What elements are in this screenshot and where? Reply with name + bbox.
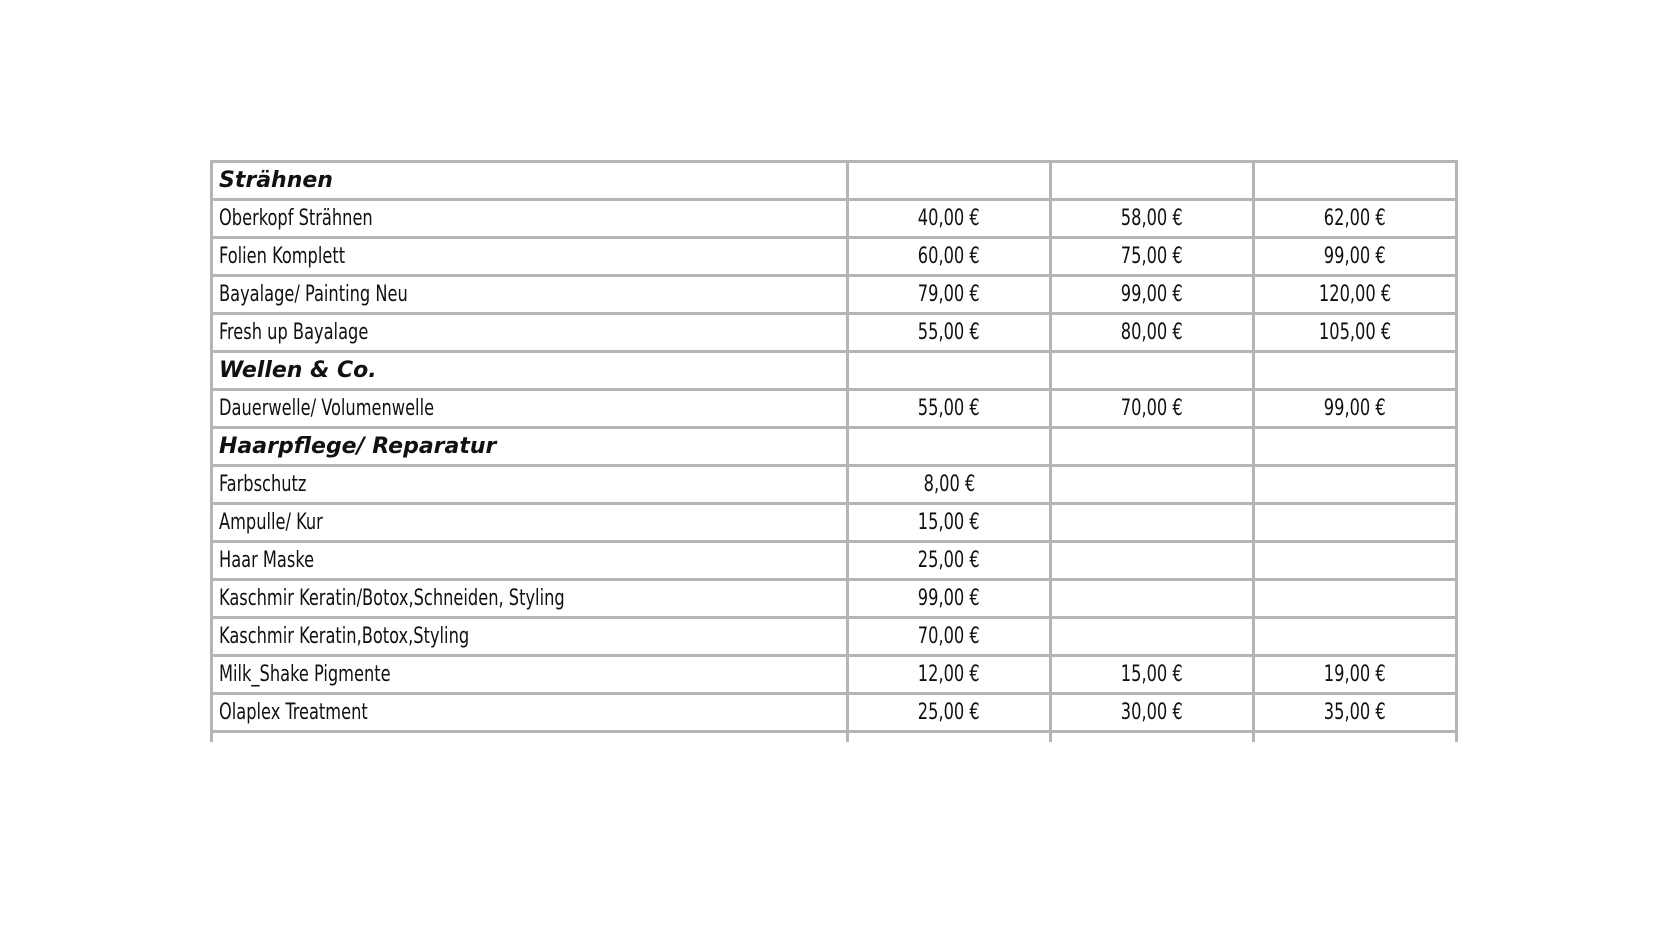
price-cell-1: 40,00 €	[848, 200, 1051, 238]
price-cell-3: 19,00 €	[1254, 656, 1457, 694]
service-name: Milk_Shake Pigmente	[212, 656, 848, 694]
section-row	[212, 352, 1457, 390]
price-cell-2: 30,00 €	[1051, 694, 1254, 732]
price-cell-2	[1051, 504, 1254, 542]
price-cell-1: 25,00 €	[848, 542, 1051, 580]
price-cell-2	[1051, 162, 1254, 200]
price-cell-1: 15,00 €	[848, 504, 1051, 542]
table-row	[212, 618, 1457, 656]
price-cell-1	[848, 352, 1051, 390]
price-cell-3	[1254, 542, 1457, 580]
price-cell-3: 120,00 €	[1254, 276, 1457, 314]
price-table-body	[212, 162, 1457, 742]
section-title: Haarpflege/ Reparatur	[212, 428, 848, 466]
price-cell-3	[1254, 428, 1457, 466]
table-row	[212, 580, 1457, 618]
table-row	[212, 694, 1457, 732]
price-table	[210, 160, 1458, 742]
price-cell-1	[848, 162, 1051, 200]
price-cell-2: 99,00 €	[1051, 276, 1254, 314]
table-row	[212, 314, 1457, 352]
price-cell-3: 62,00 €	[1254, 200, 1457, 238]
service-name: Haar Maske	[212, 542, 848, 580]
service-name: Ampulle/ Kur	[212, 504, 848, 542]
price-cell-3: 99,00 €	[1254, 238, 1457, 276]
price-cell-2	[1051, 428, 1254, 466]
price-cell-1: 55,00 €	[848, 314, 1051, 352]
price-cell-2	[1051, 466, 1254, 504]
service-name: Farbschutz	[212, 466, 848, 504]
price-cell-3: 105,00 €	[1254, 314, 1457, 352]
empty-cell	[848, 732, 1051, 742]
service-name: Dauerwelle/ Volumenwelle	[212, 390, 848, 428]
price-cell-2	[1051, 618, 1254, 656]
service-name: Folien Komplett	[212, 238, 848, 276]
table-row	[212, 390, 1457, 428]
service-name: Fresh up Bayalage	[212, 314, 848, 352]
price-cell-3	[1254, 504, 1457, 542]
price-cell-3: 35,00 €	[1254, 694, 1457, 732]
service-name: Kaschmir Keratin,Botox,Styling	[212, 618, 848, 656]
empty-cell	[212, 732, 848, 742]
price-cell-3: 99,00 €	[1254, 390, 1457, 428]
price-cell-1: 8,00 €	[848, 466, 1051, 504]
price-cell-2: 58,00 €	[1051, 200, 1254, 238]
price-cell-2: 80,00 €	[1051, 314, 1254, 352]
price-cell-3	[1254, 352, 1457, 390]
table-continuation-row	[212, 732, 1457, 742]
table-row	[212, 656, 1457, 694]
price-cell-3	[1254, 618, 1457, 656]
table-row	[212, 466, 1457, 504]
table-row	[212, 542, 1457, 580]
price-cell-3	[1254, 466, 1457, 504]
price-cell-2: 75,00 €	[1051, 238, 1254, 276]
price-cell-1: 79,00 €	[848, 276, 1051, 314]
price-cell-1: 70,00 €	[848, 618, 1051, 656]
price-cell-3	[1254, 162, 1457, 200]
section-row	[212, 428, 1457, 466]
section-title: Strähnen	[212, 162, 848, 200]
table-row	[212, 504, 1457, 542]
empty-cell	[1254, 732, 1457, 742]
price-cell-2	[1051, 580, 1254, 618]
table-row	[212, 200, 1457, 238]
price-cell-2: 70,00 €	[1051, 390, 1254, 428]
price-cell-1: 99,00 €	[848, 580, 1051, 618]
service-name: Bayalage/ Painting Neu	[212, 276, 848, 314]
price-cell-1	[848, 428, 1051, 466]
price-cell-2	[1051, 542, 1254, 580]
price-cell-1: 12,00 €	[848, 656, 1051, 694]
service-name: Oberkopf Strähnen	[212, 200, 848, 238]
service-name: Kaschmir Keratin/Botox,Schneiden, Styling	[212, 580, 848, 618]
price-cell-1: 60,00 €	[848, 238, 1051, 276]
table-row	[212, 276, 1457, 314]
empty-cell	[1051, 732, 1254, 742]
service-name: Olaplex Treatment	[212, 694, 848, 732]
price-cell-3	[1254, 580, 1457, 618]
table-row	[212, 238, 1457, 276]
price-cell-1: 25,00 €	[848, 694, 1051, 732]
section-row	[212, 162, 1457, 200]
price-cell-1: 55,00 €	[848, 390, 1051, 428]
section-title: Wellen & Co.	[212, 352, 848, 390]
price-cell-2	[1051, 352, 1254, 390]
price-cell-2: 15,00 €	[1051, 656, 1254, 694]
